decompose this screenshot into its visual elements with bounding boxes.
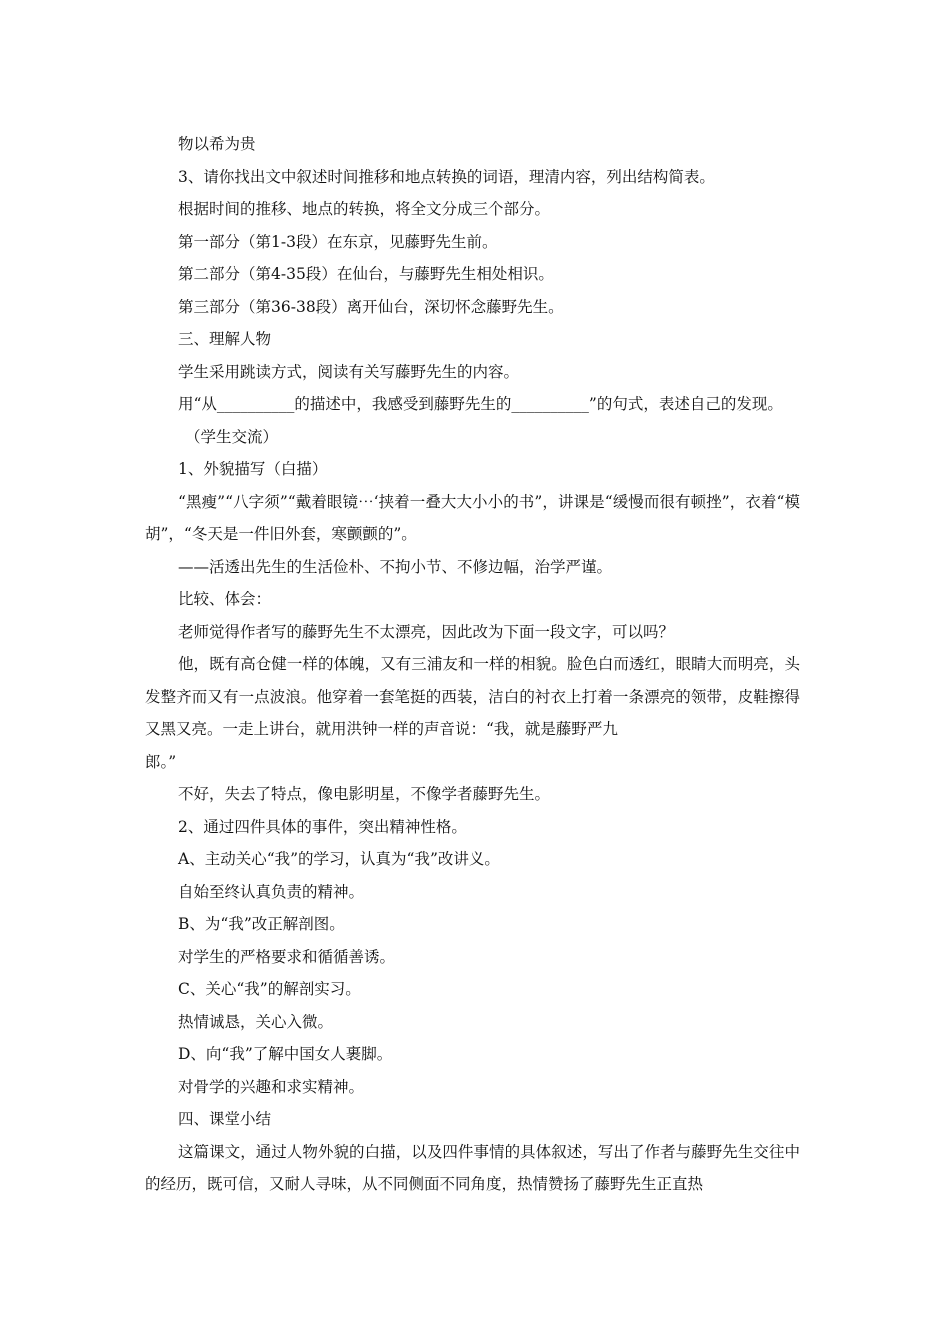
paragraph: “黑瘦”“八字须”“戴着眼镜⋯‘挟着一叠大大小小的书”，讲课是“缓慢而很有顿挫”，衣着“模胡”，“冬天是一件旧外套，寒颤颤的”。 bbox=[145, 492, 800, 543]
paragraph: 第二部分（第4-35段）在仙台，与藤野先生相处相识。 bbox=[178, 265, 554, 283]
paragraph: 老师觉得作者写的藤野先生不太漂亮，因此改为下面一段文字，可以吗？ bbox=[178, 622, 675, 641]
paragraph: 第一部分（第1-3段）在东京，见藤野先生前。 bbox=[178, 232, 498, 251]
paragraph: 对学生的严格要求和循循善诱。 bbox=[178, 947, 396, 966]
paragraph: 第三部分（第36-38段）离开仙台，深切怀念藤野先生。 bbox=[178, 297, 564, 316]
paragraph: （学生交流） bbox=[185, 427, 279, 446]
list-item: A、主动关心“我”的学习，认真为“我”改讲义。 bbox=[178, 850, 500, 868]
list-item: D、向“我”了解中国女人裹脚。 bbox=[178, 1045, 393, 1063]
section-heading: 四、课堂小结 bbox=[178, 1110, 272, 1128]
paragraph: 学生采用跳读方式，阅读有关写藤野先生的内容。 bbox=[178, 362, 520, 381]
paragraph: 比较、体会： bbox=[178, 590, 272, 608]
subsection-heading: 2、通过四件具体的事件，突出精神性格。 bbox=[178, 817, 467, 836]
paragraph: 物以希为贵 bbox=[178, 135, 256, 153]
list-item: C、关心“我”的解剖实习。 bbox=[178, 980, 361, 998]
paragraph: 根据时间的推移、地点的转换，将全文分成三个部分。 bbox=[178, 200, 551, 218]
paragraph: ——活透出先生的生活俭朴、不拘小节、不修边幅，治学严谨。 bbox=[178, 557, 613, 576]
paragraph: 对骨学的兴趣和求实精神。 bbox=[178, 1077, 365, 1096]
document-body bbox=[145, 128, 800, 1201]
paragraph: 郎。” bbox=[145, 752, 177, 771]
paragraph: 自始至终认真负责的精神。 bbox=[178, 882, 365, 901]
paragraph: 用“从__________的描述中，我感受到藤野先生的__________”的句式，表述自己的发现。 bbox=[178, 395, 783, 413]
paragraph: 热情诚恳，关心入微。 bbox=[178, 1012, 334, 1031]
paragraph: 3、请你找出文中叙述时间推移和地点转换的词语，理清内容，列出结构简表。 bbox=[178, 167, 715, 186]
paragraph: 不好，失去了特点，像电影明星，不像学者藤野先生。 bbox=[178, 785, 551, 803]
section-heading: 三、理解人物 bbox=[178, 330, 272, 348]
paragraph: 他，既有高仓健一样的体魄，又有三浦友和一样的相貌。脸色白而透红，眼睛大而明亮，头发整齐而又有一点波浪。他穿着一套笔挺的西装，洁白的衬衣上打着一条漂亮的领带，皮鞋擦得又黑又亮。一走上讲台，就用洪钟一样的声音说：“我，就是藤野严九 bbox=[145, 655, 800, 738]
list-item: B、为“我”改正解剖图。 bbox=[178, 915, 345, 933]
subsection-heading: 1、外貌描写（白描） bbox=[178, 460, 328, 478]
paragraph: 这篇课文，通过人物外貌的白描，以及四件事情的具体叙述，写出了作者与藤野先生交往中的经历，既可信，又耐人寻味，从不同侧面不同角度，热情赞扬了藤野先生正直热 bbox=[145, 1142, 800, 1193]
